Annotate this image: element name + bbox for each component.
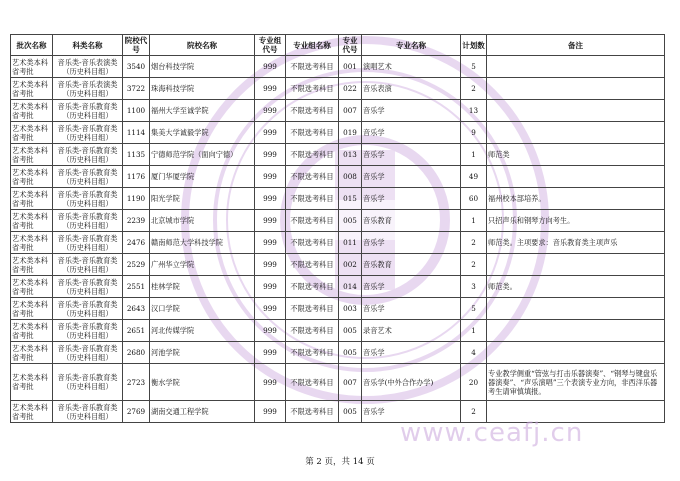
cell-category: 音乐类-音乐教育类（历史科目组）: [53, 254, 123, 276]
cell-plan: 1: [461, 210, 487, 232]
cell-group-name: 不限选考科目: [286, 401, 339, 423]
cell-plan: 2: [461, 78, 487, 100]
cell-school-name: 北京城市学院: [150, 210, 255, 232]
cell-major-code: 005: [339, 401, 362, 423]
cell-school-name: 厦门华厦学院: [150, 166, 255, 188]
cell-school-code: 2643: [123, 298, 150, 320]
cell-major-code: 005: [339, 210, 362, 232]
cell-major-name: 音乐学: [362, 100, 461, 122]
cell-category: 音乐类-音乐教育类（历史科目组）: [53, 210, 123, 232]
cell-school-code: 1190: [123, 188, 150, 210]
cell-group-name: 不限选考科目: [286, 276, 339, 298]
cell-school-code: 1100: [123, 100, 150, 122]
cell-major-name: 音乐学: [362, 144, 461, 166]
cell-batch: 艺术类本科省考批: [11, 56, 53, 78]
cell-category: 音乐类-音乐教育类（历史科目组）: [53, 364, 123, 401]
cell-batch: 艺术类本科省考批: [11, 122, 53, 144]
cell-note: 只招声乐和钢琴方向考生。: [487, 210, 665, 232]
cell-category: 音乐类-音乐教育类（历史科目组）: [53, 401, 123, 423]
cell-major-code: 005: [339, 320, 362, 342]
cell-major-code: 001: [339, 56, 362, 78]
table-row: [11, 166, 665, 188]
cell-plan: 2: [461, 232, 487, 254]
admission-plan-table: [10, 34, 665, 423]
cell-group-name: 不限选考科目: [286, 320, 339, 342]
cell-category: 音乐类-音乐表演类（历史科目组）: [53, 56, 123, 78]
table-header: [11, 35, 665, 56]
table-row: [11, 254, 665, 276]
header-group-code: 专业组代号: [255, 35, 286, 56]
cell-major-name: 音乐学: [362, 401, 461, 423]
cell-group-code: 999: [255, 188, 286, 210]
cell-note: [487, 401, 665, 423]
cell-group-name: 不限选考科目: [286, 364, 339, 401]
cell-school-code: 1135: [123, 144, 150, 166]
cell-category: 音乐类-音乐教育类（历史科目组）: [53, 122, 123, 144]
cell-school-code: 2239: [123, 210, 150, 232]
cell-group-code: 999: [255, 342, 286, 364]
cell-note: [487, 342, 665, 364]
cell-school-code: 2680: [123, 342, 150, 364]
cell-batch: 艺术类本科省考批: [11, 232, 53, 254]
cell-batch: 艺术类本科省考批: [11, 166, 53, 188]
cell-group-name: 不限选考科目: [286, 232, 339, 254]
cell-group-code: 999: [255, 166, 286, 188]
cell-category: 音乐类-音乐教育类（历史科目组）: [53, 100, 123, 122]
cell-group-name: 不限选考科目: [286, 254, 339, 276]
cell-batch: 艺术类本科省考批: [11, 210, 53, 232]
table-row: [11, 401, 665, 423]
cell-major-name: 音乐学: [362, 188, 461, 210]
cell-group-code: 999: [255, 144, 286, 166]
cell-major-code: 014: [339, 276, 362, 298]
cell-major-name: 音乐教育: [362, 210, 461, 232]
cell-group-name: 不限选考科目: [286, 210, 339, 232]
cell-batch: 艺术类本科省考批: [11, 342, 53, 364]
cell-group-name: 不限选考科目: [286, 166, 339, 188]
cell-school-name: 衡水学院: [150, 364, 255, 401]
cell-batch: 艺术类本科省考批: [11, 254, 53, 276]
header-major-name: 专业名称: [362, 35, 461, 56]
cell-group-name: 不限选考科目: [286, 100, 339, 122]
cell-school-code: 2476: [123, 232, 150, 254]
cell-batch: 艺术类本科省考批: [11, 320, 53, 342]
header-school-code: 院校代号: [123, 35, 150, 56]
cell-major-code: 011: [339, 232, 362, 254]
table-row: [11, 276, 665, 298]
cell-major-name: 音乐教育: [362, 254, 461, 276]
table-row: [11, 364, 665, 401]
cell-note: 师范类。主项要求：音乐教育类主项声乐: [487, 232, 665, 254]
cell-category: 音乐类-音乐教育类（历史科目组）: [53, 342, 123, 364]
cell-school-name: 宁德师范学院（面向宁德）: [150, 144, 255, 166]
header-plan: 计划数: [461, 35, 487, 56]
header-row: [11, 35, 665, 56]
table-row: [11, 298, 665, 320]
cell-major-code: 007: [339, 100, 362, 122]
cell-school-code: 2769: [123, 401, 150, 423]
cell-group-code: 999: [255, 100, 286, 122]
cell-note: [487, 320, 665, 342]
cell-group-code: 999: [255, 56, 286, 78]
table-row: [11, 232, 665, 254]
cell-group-name: 不限选考科目: [286, 78, 339, 100]
cell-major-code: 015: [339, 188, 362, 210]
cell-group-name: 不限选考科目: [286, 188, 339, 210]
cell-major-code: 022: [339, 78, 362, 100]
table-row: [11, 210, 665, 232]
header-batch: 批次名称: [11, 35, 53, 56]
cell-school-code: 1114: [123, 122, 150, 144]
cell-school-code: 1176: [123, 166, 150, 188]
cell-note: [487, 78, 665, 100]
cell-note: [487, 122, 665, 144]
cell-batch: 艺术类本科省考批: [11, 78, 53, 100]
cell-major-name: 音乐学: [362, 166, 461, 188]
cell-school-name: 河北传媒学院: [150, 320, 255, 342]
cell-plan: 49: [461, 166, 487, 188]
cell-plan: 3: [461, 276, 487, 298]
cell-category: 音乐类-音乐教育类（历史科目组）: [53, 188, 123, 210]
cell-major-name: 录音艺术: [362, 320, 461, 342]
table-row: [11, 188, 665, 210]
cell-school-name: 烟台科技学院: [150, 56, 255, 78]
cell-batch: 艺术类本科省考批: [11, 401, 53, 423]
cell-category: 音乐类-音乐表演类（历史科目组）: [53, 78, 123, 100]
header-school-name: 院校名称: [150, 35, 255, 56]
cell-category: 音乐类-音乐教育类（历史科目组）: [53, 166, 123, 188]
cell-school-code: 2529: [123, 254, 150, 276]
cell-note: [487, 56, 665, 78]
cell-school-name: 福州大学至诚学院: [150, 100, 255, 122]
cell-school-name: 集美大学诚毅学院: [150, 122, 255, 144]
watermark-url: www.ceafj.cn: [400, 418, 584, 448]
cell-school-code: 2723: [123, 364, 150, 401]
header-major-code: 专业代号: [339, 35, 362, 56]
cell-group-code: 999: [255, 298, 286, 320]
cell-plan: 2: [461, 401, 487, 423]
cell-major-name: 音乐学: [362, 342, 461, 364]
table-row: [11, 100, 665, 122]
cell-category: 音乐类-音乐教育类（历史科目组）: [53, 232, 123, 254]
cell-major-name: 音乐学: [362, 298, 461, 320]
cell-plan: 1: [461, 320, 487, 342]
table-row: [11, 78, 665, 100]
cell-group-code: 999: [255, 232, 286, 254]
cell-major-name: 音乐学(中外合作办学): [362, 364, 461, 401]
cell-plan: 1: [461, 144, 487, 166]
cell-category: 音乐类-音乐教育类（历史科目组）: [53, 320, 123, 342]
cell-note: 师范类。: [487, 276, 665, 298]
cell-batch: 艺术类本科省考批: [11, 100, 53, 122]
cell-group-name: 不限选考科目: [286, 144, 339, 166]
cell-batch: 艺术类本科省考批: [11, 364, 53, 401]
cell-group-code: 999: [255, 210, 286, 232]
cell-batch: 艺术类本科省考批: [11, 144, 53, 166]
cell-batch: 艺术类本科省考批: [11, 298, 53, 320]
cell-group-name: 不限选考科目: [286, 342, 339, 364]
cell-school-name: 河池学院: [150, 342, 255, 364]
cell-group-name: 不限选考科目: [286, 298, 339, 320]
cell-group-code: 999: [255, 320, 286, 342]
cell-plan: 9: [461, 122, 487, 144]
table-row: [11, 144, 665, 166]
cell-school-name: 湖南交通工程学院: [150, 401, 255, 423]
cell-group-code: 999: [255, 401, 286, 423]
cell-school-name: 阳光学院: [150, 188, 255, 210]
cell-group-code: 999: [255, 78, 286, 100]
header-category: 科类名称: [53, 35, 123, 56]
cell-note: [487, 254, 665, 276]
table-body: [11, 56, 665, 423]
cell-note: 师范类: [487, 144, 665, 166]
cell-school-name: 珠海科技学院: [150, 78, 255, 100]
cell-major-name: 音乐学: [362, 276, 461, 298]
cell-note: [487, 100, 665, 122]
table-row: [11, 320, 665, 342]
cell-school-code: 3540: [123, 56, 150, 78]
cell-group-name: 不限选考科目: [286, 122, 339, 144]
cell-major-name: 演唱艺术: [362, 56, 461, 78]
cell-major-name: 音乐表演: [362, 78, 461, 100]
cell-major-name: 音乐学: [362, 122, 461, 144]
cell-note: [487, 298, 665, 320]
cell-batch: 艺术类本科省考批: [11, 188, 53, 210]
cell-plan: 5: [461, 56, 487, 78]
cell-school-code: 3722: [123, 78, 150, 100]
table-row: [11, 122, 665, 144]
cell-note: [487, 166, 665, 188]
cell-school-name: 汉口学院: [150, 298, 255, 320]
cell-major-code: 008: [339, 166, 362, 188]
cell-plan: 20: [461, 364, 487, 401]
cell-school-code: 2651: [123, 320, 150, 342]
cell-group-name: 不限选考科目: [286, 56, 339, 78]
cell-category: 音乐类-音乐教育类（历史科目组）: [53, 144, 123, 166]
cell-major-code: 019: [339, 122, 362, 144]
cell-school-name: 广州华立学院: [150, 254, 255, 276]
cell-plan: 13: [461, 100, 487, 122]
cell-major-code: 003: [339, 298, 362, 320]
cell-plan: 4: [461, 342, 487, 364]
header-group-name: 专业组名称: [286, 35, 339, 56]
cell-major-code: 007: [339, 364, 362, 401]
page-footer: 第 2 页，共 14 页: [305, 457, 375, 467]
cell-major-name: 音乐学: [362, 232, 461, 254]
cell-category: 音乐类-音乐教育类（历史科目组）: [53, 298, 123, 320]
cell-group-code: 999: [255, 254, 286, 276]
cell-school-name: 桂林学院: [150, 276, 255, 298]
cell-batch: 艺术类本科省考批: [11, 276, 53, 298]
cell-note: 福州校本部培养。: [487, 188, 665, 210]
cell-category: 音乐类-音乐教育类（历史科目组）: [53, 276, 123, 298]
table-row: [11, 56, 665, 78]
cell-plan: 2: [461, 254, 487, 276]
cell-group-code: 999: [255, 276, 286, 298]
cell-major-code: 005: [339, 342, 362, 364]
cell-plan: 5: [461, 298, 487, 320]
cell-plan: 60: [461, 188, 487, 210]
cell-group-code: 999: [255, 122, 286, 144]
cell-note: 专业教学侧重“管弦与打击乐器演奏”、“钢琴与键盘乐器演奏”、“声乐演唱”三个表演专业方向，非西洋乐器考生请审慎填报。: [487, 364, 665, 401]
cell-major-code: 002: [339, 254, 362, 276]
cell-school-code: 2551: [123, 276, 150, 298]
cell-major-code: 013: [339, 144, 362, 166]
cell-group-code: 999: [255, 364, 286, 401]
header-note: 备注: [487, 35, 665, 56]
cell-school-name: 赣南师范大学科技学院: [150, 232, 255, 254]
table-row: [11, 342, 665, 364]
